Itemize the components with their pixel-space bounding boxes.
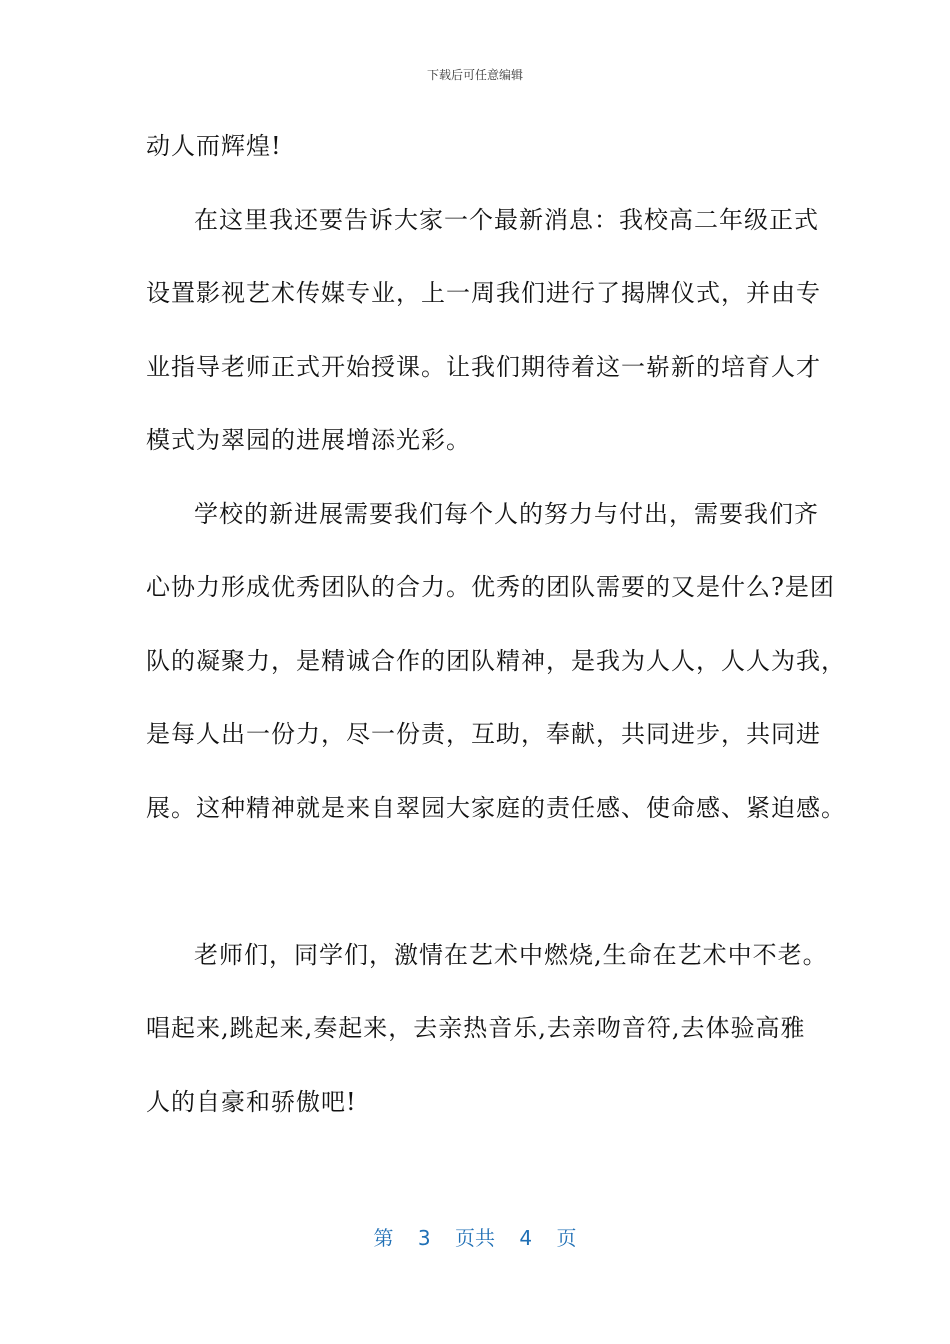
paragraph-line: 人的自豪和骄傲吧! [146,1087,357,1116]
paragraph-line: 在这里我还要告诉大家一个最新消息：我校高二年级正式 [194,205,819,234]
paragraph-line: 学校的新进展需要我们每个人的努力与付出，需要我们齐 [194,499,819,528]
paragraph-spacer [146,859,816,933]
footer-label-page: 第 [373,1226,394,1250]
paragraph-line: 是每人出一份力，尽一份责，互助，奉献，共同进步，共同进 [146,720,821,748]
document-body [146,124,846,1153]
page-footer [0,1224,950,1252]
paragraph-line: 动人而辉煌! [146,132,282,160]
footer-label-of: 页共 [455,1226,495,1250]
paragraph-line: 模式为翠园的进展增添光彩。 [146,426,471,454]
page-header-note: 下载后可任意编辑 [426,68,523,82]
paragraph-line: 队的凝聚力，是精诚合作的团队精神，是我为人人，人人为我， [146,646,846,675]
paragraph-line: 展。这种精神就是来自翠园大家庭的责任感、使命感、紧迫感。 [146,793,846,822]
paragraph-line: 心协力形成优秀团队的合力。优秀的团队需要的又是什么?是团 [146,573,835,601]
paragraph-line: 设置影视艺术传媒专业，上一周我们进行了揭牌仪式，并由专 [146,279,821,307]
paragraph-line: 唱起来,跳起来,奏起来，去亲热音乐,去亲吻音符,去体验高雅 [146,1014,806,1042]
footer-current-page: 3 [417,1226,431,1250]
footer-total-pages: 4 [519,1226,533,1250]
paragraph-line: 业指导老师正式开始授课。让我们期待着这一崭新的培育人才 [146,352,821,381]
footer-label-end: 页 [556,1226,577,1250]
paragraph-line: 老师们，同学们，激情在艺术中燃烧,生命在艺术中不老。 [194,940,828,969]
